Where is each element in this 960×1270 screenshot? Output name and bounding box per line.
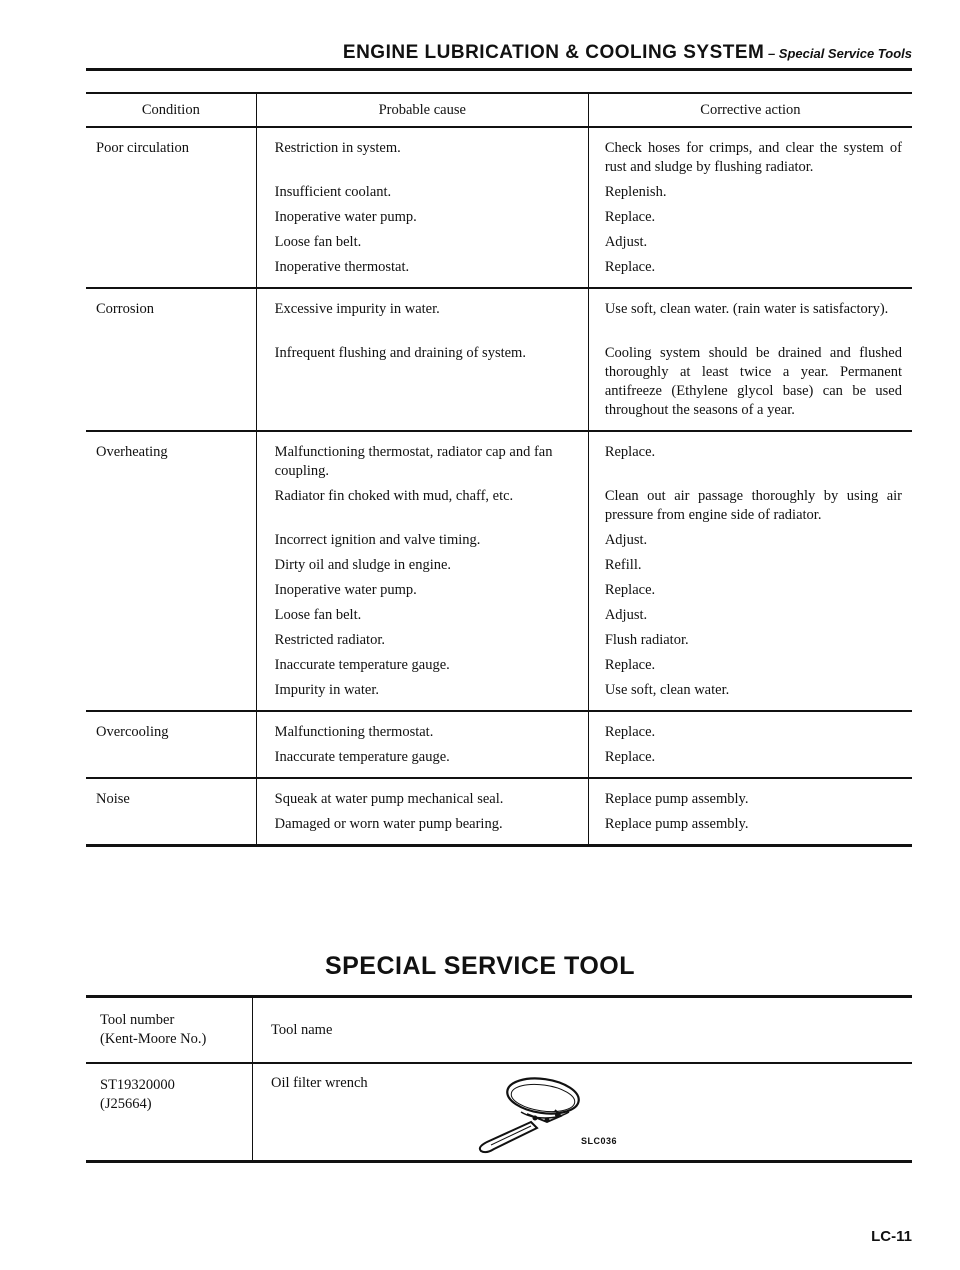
page-number: LC-11 bbox=[871, 1228, 912, 1245]
action-item: Replace. bbox=[604, 657, 656, 673]
column-header-condition: Condition bbox=[86, 93, 256, 127]
table-row bbox=[86, 431, 912, 711]
action-item: Cooling system should be drained and flushed thoroughly at least twice a year. Permanent antifreeze (Ethylene glycol base) can be used throughout the seasons of a year. bbox=[604, 345, 902, 418]
action-item: Adjust. bbox=[604, 607, 648, 623]
condition-cell: Corrosion bbox=[96, 301, 154, 317]
action-item: Replace. bbox=[604, 444, 656, 460]
tool-table-header-row bbox=[86, 997, 912, 1064]
action-item: Flush radiator. bbox=[604, 632, 689, 648]
oil-filter-wrench-icon bbox=[461, 1074, 591, 1156]
action-item: Adjust. bbox=[604, 234, 648, 250]
cause-item: Squeak at water pump mechanical seal. bbox=[274, 791, 504, 807]
cause-item: Infrequent flushing and draining of system. bbox=[274, 345, 526, 361]
condition-cell: Overcooling bbox=[96, 724, 169, 740]
tool-figure bbox=[461, 1074, 711, 1156]
action-item: Replenish. bbox=[604, 184, 667, 200]
action-item: Replace pump assembly. bbox=[604, 816, 749, 832]
action-item: Replace. bbox=[604, 209, 656, 225]
cause-item: Inoperative water pump. bbox=[274, 209, 417, 225]
tool-name: Oil filter wrench bbox=[271, 1075, 368, 1091]
kent-moore-header-line: (Kent-Moore No.) bbox=[100, 1031, 207, 1047]
cause-item: Loose fan belt. bbox=[274, 607, 362, 623]
special-service-tool-heading: SPECIAL SERVICE TOOL bbox=[324, 952, 636, 980]
cause-item: Restricted radiator. bbox=[274, 632, 385, 648]
column-header-tool-number bbox=[86, 997, 253, 1064]
table-header-row bbox=[86, 93, 912, 127]
action-item: Use soft, clean water. bbox=[604, 682, 730, 698]
section-title: ENGINE LUBRICATION & COOLING SYSTEM bbox=[342, 42, 765, 63]
condition-cell: Noise bbox=[96, 791, 130, 807]
page-header bbox=[86, 42, 912, 64]
cause-item: Dirty oil and sludge in engine. bbox=[274, 557, 452, 573]
cause-item: Malfunctioning thermostat. bbox=[274, 724, 434, 740]
tool-number: ST19320000 bbox=[100, 1077, 175, 1093]
cause-item: Inoperative thermostat. bbox=[274, 259, 410, 275]
figure-code: SLC036 bbox=[581, 1136, 618, 1146]
column-header-corrective-action: Corrective action bbox=[588, 93, 912, 127]
cause-item: Radiator fin choked with mud, chaff, etc. bbox=[274, 488, 514, 504]
tool-number-header-line: Tool number bbox=[100, 1012, 175, 1028]
header-rule bbox=[86, 68, 912, 71]
action-item: Replace. bbox=[604, 749, 656, 765]
column-header-tool-name: Tool name bbox=[253, 997, 913, 1064]
table-row bbox=[86, 711, 912, 778]
action-item: Replace. bbox=[604, 582, 656, 598]
cause-item: Inaccurate temperature gauge. bbox=[274, 749, 450, 765]
cause-item: Inaccurate temperature gauge. bbox=[274, 657, 450, 673]
action-item: Replace pump assembly. bbox=[604, 791, 749, 807]
table-row bbox=[86, 778, 912, 846]
condition-cell: Poor circulation bbox=[96, 140, 190, 156]
table-row bbox=[86, 1063, 912, 1162]
troubleshooting-table bbox=[86, 92, 912, 847]
cause-item: Damaged or worn water pump bearing. bbox=[274, 816, 503, 832]
column-header-probable-cause: Probable cause bbox=[256, 93, 588, 127]
action-item: Check hoses for crimps, and clear the system of rust and sludge by flushing radiator. bbox=[604, 140, 902, 175]
cause-item: Inoperative water pump. bbox=[274, 582, 417, 598]
table-row bbox=[86, 288, 912, 431]
cause-item: Insufficient coolant. bbox=[274, 184, 392, 200]
table-row bbox=[86, 127, 912, 288]
condition-cell: Overheating bbox=[96, 444, 168, 460]
cause-item: Incorrect ignition and valve timing. bbox=[274, 532, 481, 548]
cause-item: Excessive impurity in water. bbox=[274, 301, 440, 317]
cause-item: Malfunctioning thermostat, radiator cap and fan coupling. bbox=[274, 444, 553, 479]
action-item: Replace. bbox=[604, 724, 656, 740]
action-item: Clean out air passage thoroughly by using air pressure from engine side of radiator. bbox=[604, 488, 902, 523]
kent-moore-number: (J25664) bbox=[100, 1096, 152, 1112]
special-tool-table bbox=[86, 995, 912, 1163]
section-subtitle: – Special Service Tools bbox=[764, 46, 912, 61]
cause-item: Restriction in system. bbox=[274, 140, 401, 156]
action-item: Refill. bbox=[604, 557, 642, 573]
action-item: Use soft, clean water. (rain water is satisfactory). bbox=[604, 301, 889, 317]
cause-item: Impurity in water. bbox=[274, 682, 379, 698]
action-item: Adjust. bbox=[604, 532, 648, 548]
cause-item: Loose fan belt. bbox=[274, 234, 362, 250]
action-item: Replace. bbox=[604, 259, 656, 275]
